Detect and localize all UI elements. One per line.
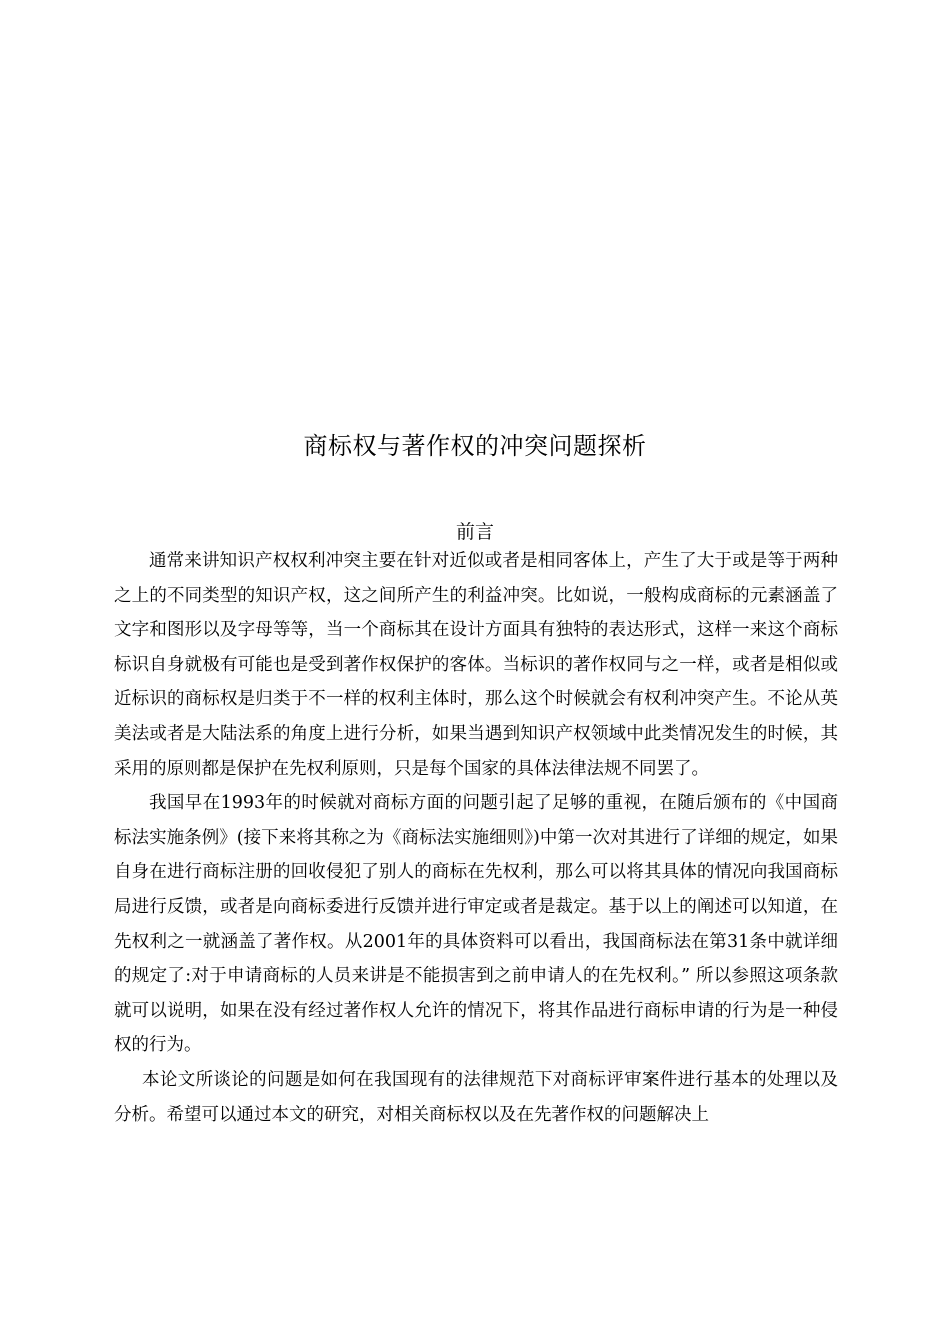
document-body (114, 544, 838, 1132)
paragraph: 本论文所谈论的问题是如何在我国现有的法律规范下对商标评审案件进行基本的处理以及分析。希望可以通过本文的研究，对相关商标权以及在先著作权的问题解决上 (114, 1069, 838, 1125)
document-title: 商标权与著作权的冲突问题探析 (303, 432, 647, 460)
paragraph: 我国早在1993年的时候就对商标方面的问题引起了足够的重视，在随后颁布的《中国商标法实施条例》(接下来将其称之为《商标法实施细则》)中第一次对其进行了详细的规定，如果自身在进行商标注册的回收侵犯了别人的商标在先权利，那么可以将其具体的情况向我国商标局进行反馈，或者是向商标委进行反馈并进行审定或者是裁定。基于以上的阐述可以知道，在先权利之一就涵盖了著作权。从2001年的具体资料可以看出，我国商标法在第31条中就详细的规定了:对于申请商标的人员来讲是不能损害到之前申请人的在先权利。” 所以参照这项条款就可以说明，如果在没有经过著作权人允许的情况下，将其作品进行商标申请的行为是一种侵权的行为。 (114, 793, 838, 1056)
paragraph: 通常来讲知识产权权利冲突主要在针对近似或者是相同客体上，产生了大于或是等于两种之上的不同类型的知识产权，这之间所产生的利益冲突。比如说，一般构成商标的元素涵盖了文字和图形以及字母等等，当一个商标其在设计方面具有独特的表达形式，这样一来这个商标标识自身就极有可能也是受到著作权保护的客体。当标识的著作权同与之一样，或者是相似或近标识的商标权是归类于不一样的权利主体时，那么这个时候就会有权利冲突产生。不论从英美法或者是大陆法系的角度上进行分析，如果当遇到知识产权领域中此类情况发生的时候，其采用的原则都是保护在先权利原则，只是每个国家的具体法律法规不同罢了。 (114, 551, 838, 779)
section-heading: 前言 (455, 521, 494, 543)
